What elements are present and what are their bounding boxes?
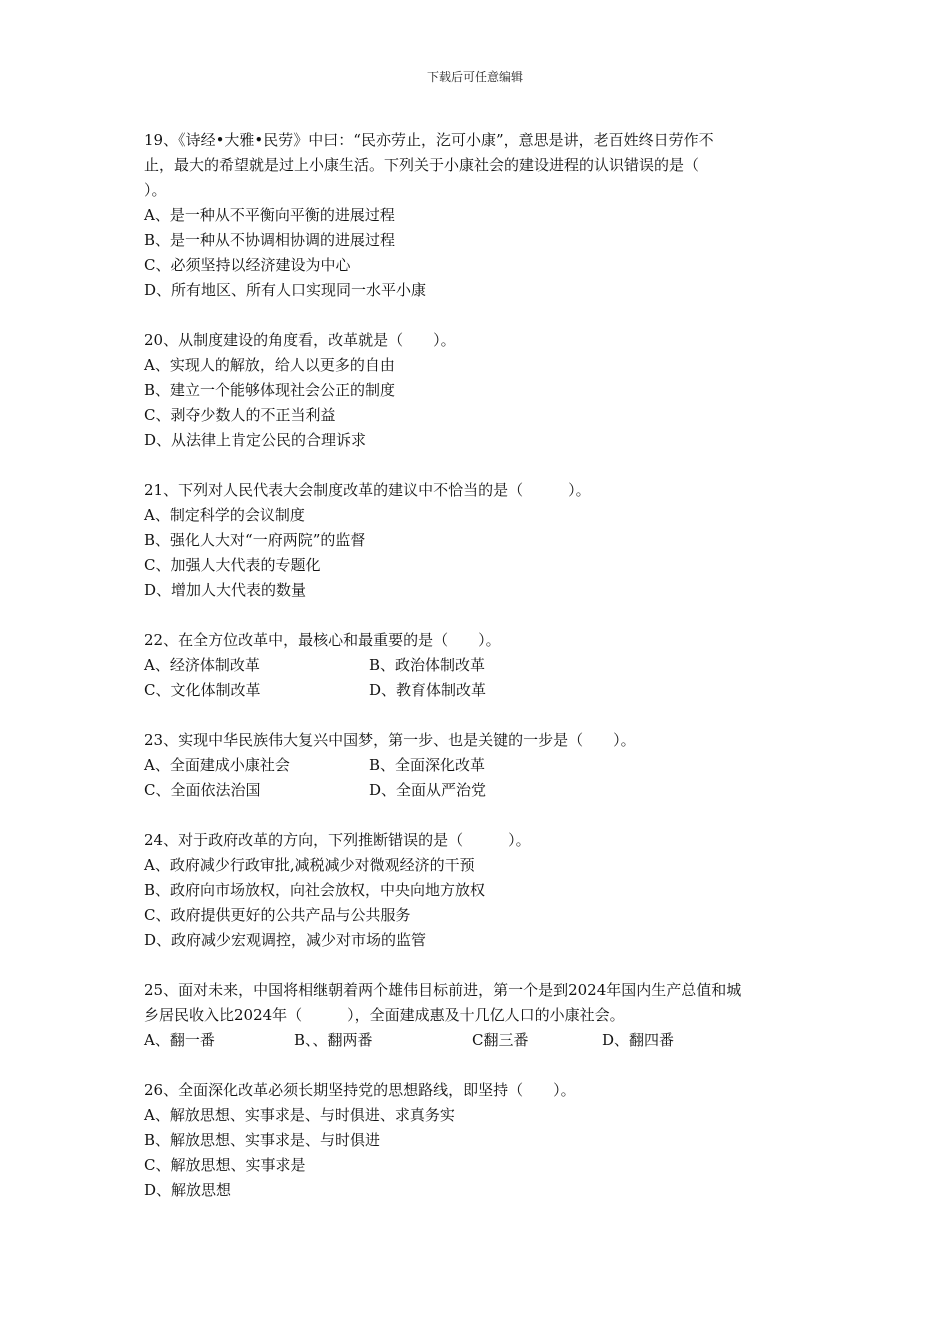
- option-row: [144, 753, 808, 778]
- option-b: B、全面深化改革: [369, 756, 486, 774]
- option-b: B、解放思想、实事求是、与时俱进: [144, 1131, 381, 1149]
- option-row: [144, 653, 808, 678]
- option-b: B、政治体制改革: [369, 656, 486, 674]
- question-stem: 21、下列对人民代表大会制度改革的建议中不恰当的是（ ）。: [144, 481, 591, 499]
- question-26: [144, 1078, 808, 1203]
- option-b: B、强化人大对“一府两院”的监督: [144, 531, 366, 549]
- question-stem: 24、对于政府改革的方向，下列推断错误的是（ ）。: [144, 831, 531, 849]
- question-stem: 22、在全方位改革中，最核心和最重要的是（ ）。: [144, 631, 501, 649]
- option-b: B、建立一个能够体现社会公正的制度: [144, 381, 396, 399]
- option-d: D、从法律上肯定公民的合理诉求: [144, 431, 367, 449]
- option-d: D、增加人大代表的数量: [144, 581, 307, 599]
- option-row: [144, 778, 808, 803]
- option-c: C、必须坚持以经济建设为中心: [144, 256, 351, 274]
- option-a: A、翻一番: [144, 1031, 215, 1049]
- question-stem: 19、《诗经•大雅•民劳》中曰：“民亦劳止，汔可小康”，意思是讲，老百姓终日劳作不: [144, 131, 714, 149]
- question-stem: 乡居民收入比2024年（ ），全面建成惠及十几亿人口的小康社会。: [144, 1006, 625, 1024]
- option-a: A、制定科学的会议制度: [144, 506, 305, 524]
- question-21: [144, 478, 808, 603]
- option-c: C、剥夺少数人的不正当利益: [144, 406, 336, 424]
- option-c: C、解放思想、实事求是: [144, 1156, 306, 1174]
- question-22: [144, 628, 808, 703]
- question-25: [144, 978, 808, 1053]
- option-a: A、全面建成小康社会: [144, 756, 290, 774]
- option-a: A、政府减少行政审批,减税减少对微观经济的干预: [144, 856, 475, 874]
- question-20: [144, 328, 808, 453]
- question-stem: 26、全面深化改革必须长期坚持党的思想路线，即坚持（ ）。: [144, 1081, 576, 1099]
- question-stem: 25、面对未来，中国将相继朝着两个雄伟目标前进，第一个是到2024年国内生产总值和城: [144, 981, 742, 999]
- option-b: B、、翻两番: [294, 1031, 373, 1049]
- option-d: D、全面从严治党: [369, 781, 487, 799]
- question-19: [144, 128, 808, 303]
- option-d: D、所有地区、所有人口实现同一水平小康: [144, 281, 427, 299]
- question-stem: 20、从制度建设的角度看，改革就是（ ）。: [144, 331, 456, 349]
- option-c: C、加强人大代表的专题化: [144, 556, 321, 574]
- question-stem: 23、实现中华民族伟大复兴中国梦，第一步、也是关键的一步是（ ）。: [144, 731, 636, 749]
- option-d: D、政府减少宏观调控，减少对市场的监管: [144, 931, 427, 949]
- question-23: [144, 728, 808, 803]
- option-d: D、翻四番: [602, 1031, 675, 1049]
- option-c: C、全面依法治国: [144, 781, 261, 799]
- option-d: D、解放思想: [144, 1181, 232, 1199]
- option-d: D、教育体制改革: [369, 681, 487, 699]
- question-stem: ）。: [144, 181, 167, 199]
- option-a: A、解放思想、实事求是、与时俱进、求真务实: [144, 1106, 455, 1124]
- option-c: C、文化体制改革: [144, 681, 261, 699]
- question-stem: 止，最大的希望就是过上小康生活。下列关于小康社会的建设进程的认识错误的是（: [144, 156, 700, 174]
- option-a: A、经济体制改革: [144, 656, 260, 674]
- option-b: B、政府向市场放权，向社会放权，中央向地方放权: [144, 881, 486, 899]
- option-a: A、是一种从不平衡向平衡的进展过程: [144, 206, 395, 224]
- option-row: [144, 678, 808, 703]
- option-c: C、政府提供更好的公共产品与公共服务: [144, 906, 411, 924]
- option-row: [144, 1028, 808, 1053]
- option-b: B、是一种从不协调相协调的进展过程: [144, 231, 396, 249]
- question-list: [144, 128, 808, 1228]
- option-a: A、实现人的解放，给人以更多的自由: [144, 356, 395, 374]
- question-24: [144, 828, 808, 953]
- page-header: 下载后可任意编辑: [426, 70, 523, 84]
- option-c: C翻三番: [472, 1031, 529, 1049]
